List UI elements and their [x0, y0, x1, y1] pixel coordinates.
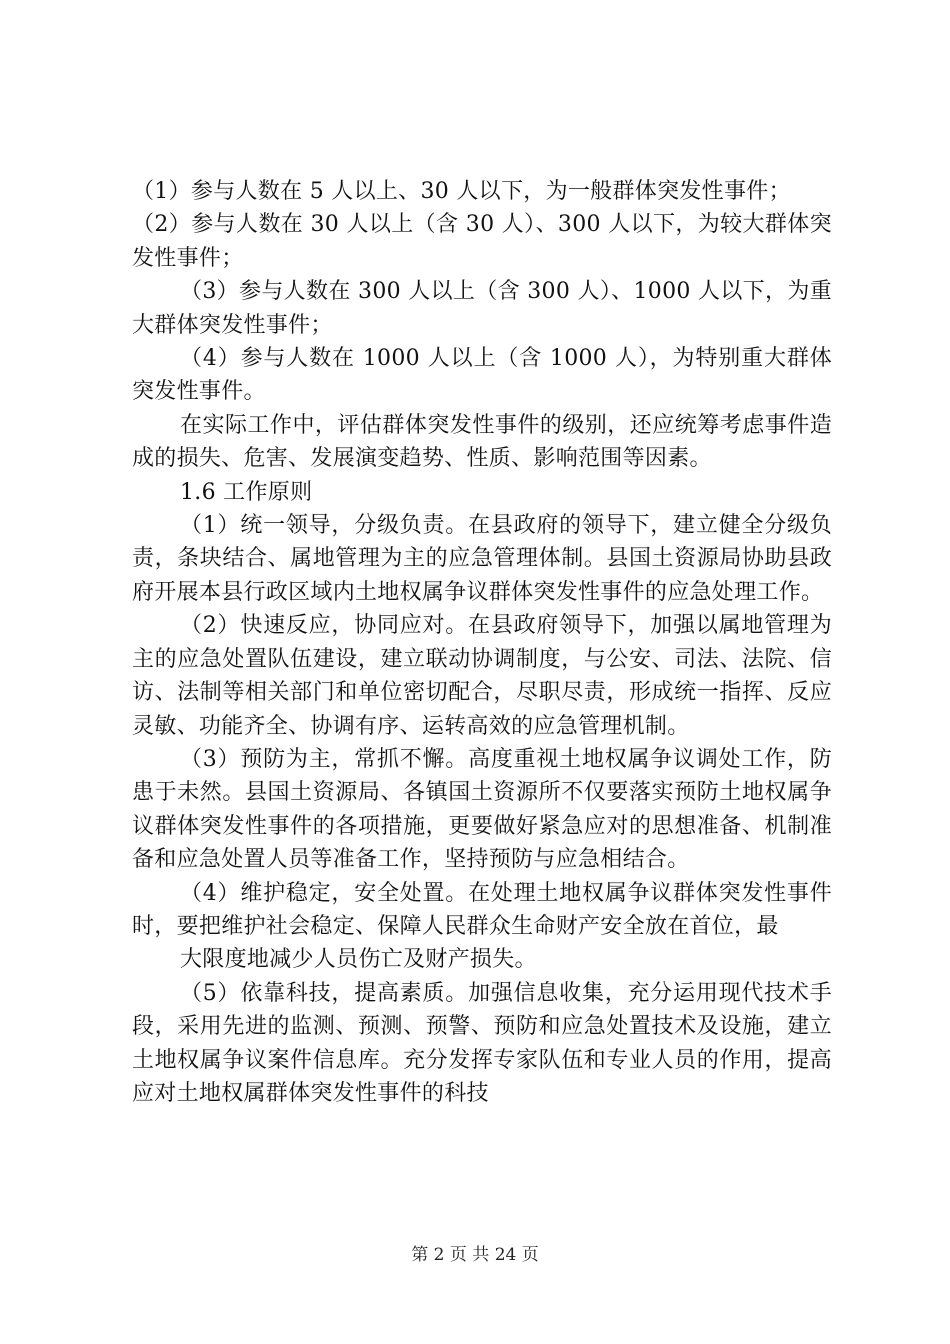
paragraph-principle-5: （5）依靠科技，提高素质。加强信息收集，充分运用现代技术手段，采用先进的监测、预测、预警、预防和应急处置技术及设施，建立土地权属争议案件信息库。充分发挥专家队伍和专业人员的作用，提高应对土地权属群体突发性事件的科技: [132, 980, 832, 1106]
paragraph-level-3: （3）参与人数在 300 人以上（含 300 人）、1000 人以下，为重大群体突发性事件；: [132, 279, 832, 338]
paragraph-principle-4: （4）维护稳定，安全处置。在处理土地权属争议群体突发性事件时，要把维护社会稳定、保障人民群众生命财产安全放在首位，最: [132, 880, 832, 939]
paragraph-principle-4-continued: 大限度地减少人员伤亡及财产损失。: [180, 947, 537, 973]
paragraph-level-4: （4）参与人数在 1000 人以上（含 1000 人），为特别重大群体突发性事件。: [132, 346, 832, 405]
page-footer: 第 2 页 共 24 页: [411, 1245, 539, 1265]
paragraph-level-2: （2）参与人数在 30 人以上（含 30 人）、300 人以下，为较大群体突发性事件；: [132, 212, 832, 271]
paragraph-level-1: （1）参与人数在 5 人以上、30 人以下，为一般群体突发性事件；: [132, 179, 791, 204]
paragraph-principle-3: （3）预防为主，常抓不懈。高度重视土地权属争议调处工作，防患于未然。县国土资源局、各镇国土资源所不仅要落实预防土地权属争议群体突发性事件的各项措施，更要做好紧急应对的思想准备、机制准备和应急处置人员等准备工作，坚持预防与应急相结合。: [132, 746, 832, 873]
paragraph-principle-2: （2）快速反应，协同应对。在县政府领导下，加强以属地管理为主的应急处置队伍建设，建立联动协调制度，与公安、司法、法院、信访、法制等相关部门和单位密切配合，尽职尽责，形成统一指挥、反应灵敏、功能齐全、协调有序、运转高效的应急管理机制。: [132, 613, 832, 739]
paragraph-principle-1: （1）统一领导，分级负责。在县政府的领导下，建立健全分级负责，条块结合、属地管理为主的应急管理体制。县国土资源局协助县政府开展本县行政区域内土地权属争议群体突发性事件的应急处理工作。: [132, 513, 832, 605]
document-body: [132, 175, 832, 1110]
paragraph-assessment: 在实际工作中，评估群体突发性事件的级别，还应统筹考虑事件造成的损失、危害、发展演变趋势、性质、影响范围等因素。: [132, 412, 832, 472]
section-heading: 1.6 工作原则: [180, 479, 313, 505]
